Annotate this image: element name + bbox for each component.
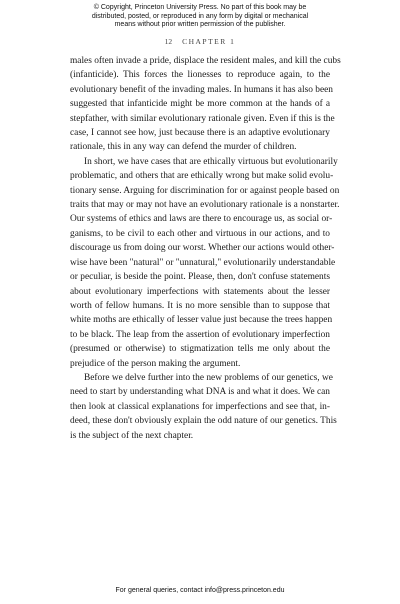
page-number: 12 bbox=[164, 37, 173, 46]
paragraph bbox=[70, 155, 340, 371]
text-line: (presumed or otherwise) to stigmatization tells me only about the bbox=[70, 344, 330, 355]
text-line: white moths are ethically of lesser value just because the trees happen bbox=[70, 315, 333, 326]
text-line: discourage us from doing our worst. Whether our actions would other- bbox=[70, 243, 335, 254]
text-line: suggested that infanticide might be more common at the hands of a bbox=[70, 99, 330, 110]
chapter-label: CHAPTER 1 bbox=[182, 37, 236, 46]
body-text bbox=[70, 54, 341, 443]
footer-contact: For general queries, contact info@press.princeton.edu bbox=[115, 587, 285, 594]
text-line: deed, these don't obviously explain the odd nature of our genetics. This bbox=[70, 416, 337, 427]
text-line: rationale, this in any way can defend the murder of children. bbox=[70, 142, 297, 153]
text-line: tionary sense. Arguing for discrimination for or against people based on bbox=[70, 185, 340, 196]
text-line: or peculiar, is beside the point. Please, then, don't confuse statements bbox=[70, 272, 330, 283]
text-line: to be black. The leap from the assertion of evolutionary imperfection bbox=[70, 329, 330, 340]
text-line: wise have been "natural" or "unnatural," evolutionarily understandable bbox=[70, 257, 336, 268]
text-line: need to start by understanding what DNA is and what it does. We can bbox=[70, 387, 330, 398]
paragraph bbox=[70, 371, 337, 443]
text-line: Our systems of ethics and laws are there to encourage us, as social or- bbox=[70, 214, 333, 225]
text-line: males often invade a pride, displace the resident males, and kill the cubs bbox=[70, 56, 341, 66]
copyright-line: means without prior written permission of the publisher. bbox=[114, 21, 286, 29]
running-head bbox=[0, 37, 400, 46]
copyright-notice bbox=[0, 4, 400, 30]
copyright-line: distributed, posted, or reproduced in any form by digital or mechanical bbox=[91, 12, 309, 20]
text-line: prejudice of the person making the argument. bbox=[70, 358, 241, 369]
text-line: case, I cannot see how, just because there is an adaptive evolutionary bbox=[70, 128, 330, 139]
text-line: stepfather, with similar evolutionary rationale given. Even if this is the bbox=[70, 113, 335, 124]
text-line: worth of fellow humans. It is no more sensible than to suppose that bbox=[70, 300, 330, 311]
text-line: (infanticide). This forces the lionesses to reproduce again, to the bbox=[70, 70, 330, 81]
text-line: is the subject of the next chapter. bbox=[70, 430, 194, 441]
text-line: problematic, and others that are ethically wrong but make solid evolu- bbox=[70, 171, 334, 182]
text-line: In short, we have cases that are ethically virtuous but evolutionarily bbox=[84, 156, 338, 167]
text-line: evolutionary benefit of the invading males. In humans it has also been bbox=[70, 84, 333, 95]
text-line: then look at classical explanations for imperfections and see that, in- bbox=[70, 401, 330, 412]
text-line: ganisms, to be civil to each other and virtuous in our actions, and to bbox=[70, 228, 330, 239]
copyright-line: © Copyright, Princeton University Press. No part of this book may be bbox=[93, 4, 307, 11]
text-line: traits that may or may not have an evolutionary rationale is a nonstarter. bbox=[70, 200, 340, 211]
text-line: Before we delve further into the new problems of our genetics, we bbox=[84, 372, 333, 383]
text-line: about evolutionary imperfections with statements about the lesser bbox=[70, 286, 330, 297]
paragraph bbox=[70, 54, 341, 155]
